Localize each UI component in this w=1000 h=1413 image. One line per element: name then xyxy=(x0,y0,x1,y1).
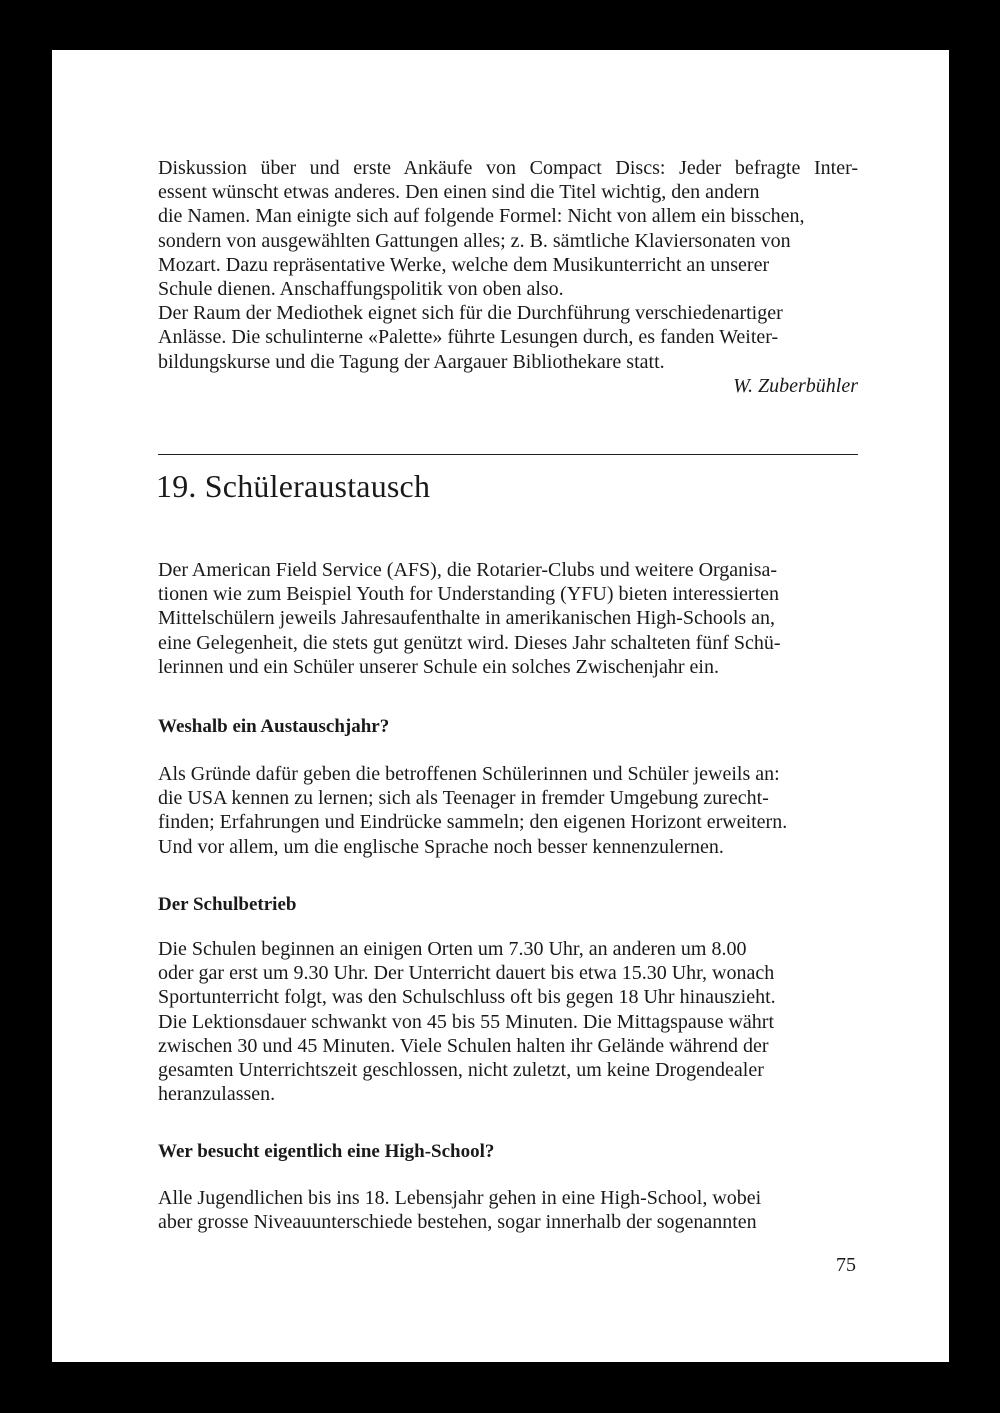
section-intro-text xyxy=(158,558,858,679)
text-line: Die Schulen beginnen an einigen Orten um 7.30 Uhr, an anderen um 8.00 xyxy=(158,938,747,960)
section-title: 19. Schüleraustausch xyxy=(156,468,431,504)
text-line: Die Lektionsdauer schwankt von 45 bis 55 Minuten. Die Mittagspause währt xyxy=(158,1010,774,1033)
subsection-text xyxy=(158,937,858,1106)
text-line: Mittelschülern jeweils Jahresaufenthalte in amerikanischen High-Schools an, xyxy=(158,607,776,630)
subsection-heading: Wer besucht eigentlich eine High-School? xyxy=(158,1141,495,1162)
subsection-highschool-body xyxy=(158,1186,858,1234)
text-line: die Namen. Man einigte sich auf folgende Formel: Nicht von allem ein bisschen, xyxy=(158,205,805,228)
text-line: essent wünscht etwas anderes. Den einen sind die Titel wichtig, den andern xyxy=(158,181,760,204)
text-line: aber grosse Niveauunterschiede bestehen, sogar innerhalb der sogenannten xyxy=(158,1211,757,1234)
text-line: Anlässe. Die schulinterne «Palette» führte Lesungen durch, es fanden Weiter- xyxy=(158,326,779,349)
section-intro xyxy=(158,558,858,679)
subsection-heading: Der Schulbetrieb xyxy=(158,894,297,915)
text-line: bildungskurse und die Tagung der Aargauer Bibliothekare statt. xyxy=(158,350,665,373)
subsection-austauschjahr xyxy=(158,715,858,739)
section-divider xyxy=(158,454,858,455)
text-line: oder gar erst um 9.30 Uhr. Der Unterricht dauert bis etwa 15.30 Uhr, wonach xyxy=(158,962,775,985)
text-line: zwischen 30 und 45 Minuten. Viele Schulen halten ihr Gelände während der xyxy=(158,1034,769,1057)
text-line: Und vor allem, um die englische Sprache noch besser kennenzulernen. xyxy=(158,835,724,858)
text-line: heranzulassen. xyxy=(158,1083,276,1106)
text-line: Alle Jugendlichen bis ins 18. Lebensjahr gehen in eine High-School, wobei xyxy=(158,1187,762,1209)
text-line: gesamten Unterrichtszeit geschlossen, nicht zuletzt, um keine Drogendealer xyxy=(158,1059,764,1082)
text-line: tionen wie zum Beispiel Youth for Understanding (YFU) bieten interessierten xyxy=(158,583,779,606)
text-line: sondern von ausgewählten Gattungen alles; z. B. sämtliche Klaviersonaten von xyxy=(158,229,791,252)
text-line: Sportunterricht folgt, was den Schulschluss oft bis gegen 18 Uhr hinauszieht. xyxy=(158,986,776,1009)
author-signature: W. Zuberbühler xyxy=(733,374,858,397)
page-number: 75 xyxy=(836,1254,856,1276)
text-line: Diskussion über und erste Ankäufe von Compact Discs: Jeder befragte Inter- xyxy=(158,157,858,179)
subsection-heading: Weshalb ein Austauschjahr? xyxy=(158,716,390,737)
text-line: Schule dienen. Anschaffungspolitik von oben also. xyxy=(158,278,564,301)
subsection-text xyxy=(158,762,858,859)
subsection-text xyxy=(158,1186,858,1234)
intro-text xyxy=(158,156,858,374)
document-page xyxy=(52,50,949,1362)
subsection-schulbetrieb xyxy=(158,893,858,917)
subsection-highschool xyxy=(158,1140,858,1164)
intro-paragraph xyxy=(158,156,858,398)
text-line: eine Gelegenheit, die stets gut genützt wird. Dieses Jahr schalteten fünf Schü- xyxy=(158,631,781,654)
text-line: Mozart. Dazu repräsentative Werke, welche dem Musikunterricht an unserer xyxy=(158,253,770,276)
text-line: Der American Field Service (AFS), die Rotarier-Clubs und weitere Organisa- xyxy=(158,559,778,581)
text-line: lerinnen und ein Schüler unserer Schule ein solches Zwischenjahr ein. xyxy=(158,655,719,678)
text-line: Als Gründe dafür geben die betroffenen Schülerinnen und Schüler jeweils an: xyxy=(158,763,780,785)
text-line: Der Raum der Mediothek eignet sich für die Durchführung verschiedenartiger xyxy=(158,302,783,325)
subsection-austauschjahr-body xyxy=(158,762,858,859)
text-line: die USA kennen zu lernen; sich als Teenager in fremder Umgebung zurecht- xyxy=(158,787,769,810)
subsection-schulbetrieb-body xyxy=(158,937,858,1106)
text-line: finden; Erfahrungen und Eindrücke sammeln; den eigenen Horizont erweitern. xyxy=(158,811,788,834)
